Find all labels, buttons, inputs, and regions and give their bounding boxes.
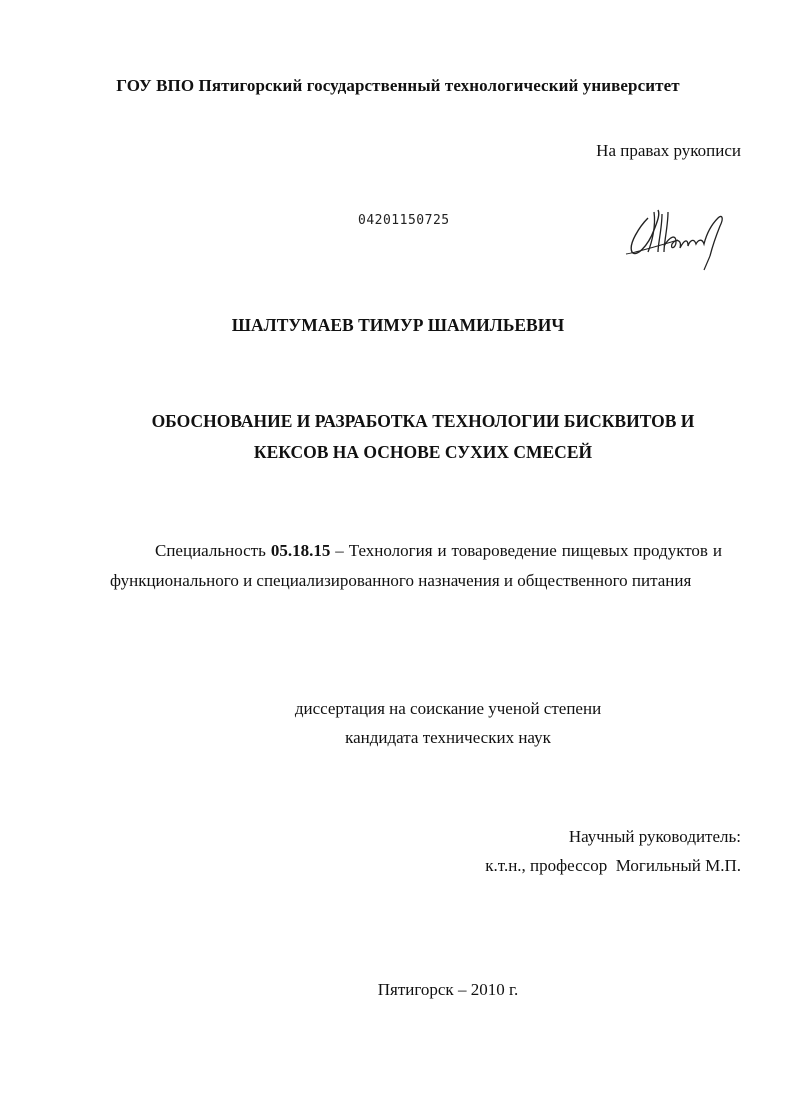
author-name: ШАЛТУМАЕВ ТИМУР ШАМИЛЬЕВИЧ [231,315,565,335]
rights-note: На правах рукописи [596,141,741,160]
supervisor-block [485,822,741,880]
supervisor-label: Научный руководитель: [568,827,741,846]
degree-line-2: кандидата технических наук [345,728,551,747]
dissertation-title [110,406,736,468]
specialty-code: 05.18.15 [270,541,331,560]
handwritten-signature [618,196,738,276]
institution-header: ГОУ ВПО Пятигорский государственный технологический университет [116,76,680,95]
catalog-code: 04201150725 [358,213,450,228]
degree-line-1: диссертация на соискание ученой степени [294,699,602,718]
specialty-description: – Технология и товароведение пищевых продуктов и функционального и специализированного назначения и общественного питания [110,541,723,590]
supervisor-name: к.т.н., профессор Могильный М.П. [485,856,741,875]
title-line-2: КЕКСОВ НА ОСНОВЕ СУХИХ СМЕСЕЙ [253,442,593,462]
title-line-1: ОБОСНОВАНИЕ И РАЗРАБОТКА ТЕХНОЛОГИИ БИСКВИТОВ И [151,411,695,431]
city-year: Пятигорск – 2010 г. [377,980,519,999]
specialty-label: Специальность [155,541,266,560]
degree-block [0,694,796,752]
specialty-paragraph [110,536,722,595]
